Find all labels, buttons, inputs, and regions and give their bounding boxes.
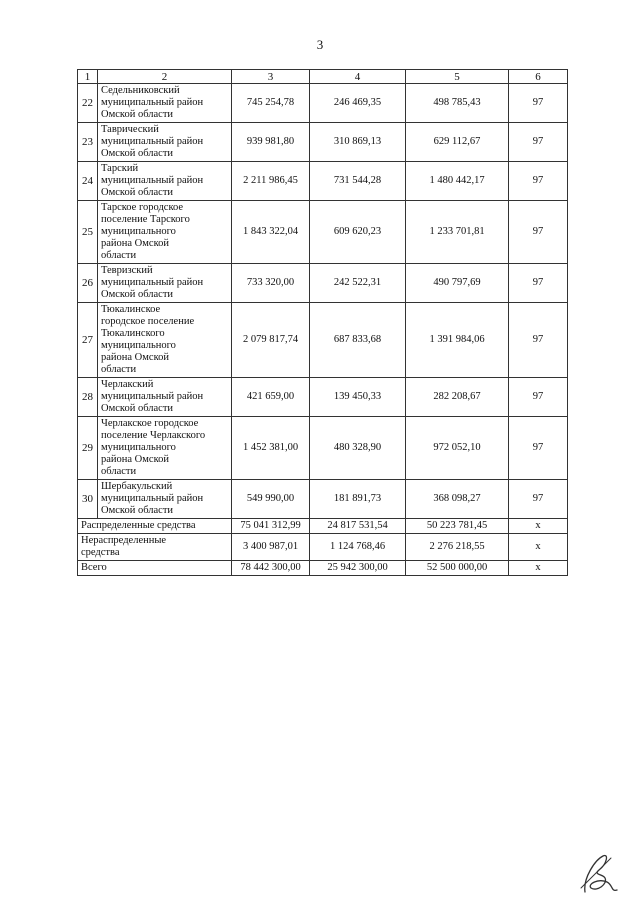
municipality-name-line: Черлакский: [101, 379, 154, 390]
header-cell: 6: [509, 70, 568, 84]
page-number: 3: [316, 37, 324, 52]
summary-label-line: средства: [81, 547, 120, 558]
value-col3: 2 211 986,45: [232, 162, 310, 201]
municipality-name-line: района Омской: [101, 352, 170, 363]
municipality-name-line: городское поселение: [101, 316, 195, 327]
row-number: 23: [78, 123, 98, 162]
value-col5: 1 391 984,06: [406, 303, 509, 378]
summary-col4: 25 942 300,00: [310, 561, 406, 576]
row-number: 22: [78, 84, 98, 123]
value-col4: 480 328,90: [310, 417, 406, 480]
value-col5: 972 052,10: [406, 417, 509, 480]
municipality-name-line: Таврический: [101, 124, 159, 135]
summary-row: [78, 561, 568, 576]
municipality-name-line: муниципальный район: [101, 493, 204, 504]
summary-col6: х: [509, 561, 568, 576]
row-number: 26: [78, 264, 98, 303]
value-col4: 246 469,35: [310, 84, 406, 123]
summary-col6: х: [509, 534, 568, 561]
value-col5: 1 233 701,81: [406, 201, 509, 264]
municipality-name-line: муниципальный район: [101, 391, 204, 402]
value-col5: 490 797,69: [406, 264, 509, 303]
municipality-name-line: муниципального: [101, 226, 176, 237]
municipality-name-line: муниципальный район: [101, 277, 204, 288]
municipality-name-line: Черлакское городское: [101, 418, 199, 429]
summary-label-line: Всего: [81, 562, 107, 573]
municipality-name-line: Тарское городское: [101, 202, 184, 213]
value-col3: 549 990,00: [232, 480, 310, 519]
table-row: [78, 264, 568, 303]
value-col4: 731 544,28: [310, 162, 406, 201]
municipality-name: [98, 264, 232, 303]
table-row: [78, 417, 568, 480]
municipality-name-line: Седельниковский: [101, 85, 180, 96]
municipality-name-line: Омской области: [101, 403, 174, 414]
municipality-name-line: Тюкалинское: [101, 304, 161, 315]
summary-label: [78, 534, 232, 561]
summary-col5: 52 500 000,00: [406, 561, 509, 576]
value-col6: 97: [509, 162, 568, 201]
summary-col5: 2 276 218,55: [406, 534, 509, 561]
municipality-name-line: области: [101, 466, 137, 477]
municipality-name-line: Тюкалинского: [101, 328, 165, 339]
value-col4: 242 522,31: [310, 264, 406, 303]
value-col6: 97: [509, 378, 568, 417]
header-cell: 3: [232, 70, 310, 84]
municipality-name: [98, 417, 232, 480]
table-body: [78, 70, 568, 576]
summary-col4: 24 817 531,54: [310, 519, 406, 534]
summary-label-line: Распределенные средства: [81, 520, 196, 531]
summary-label: [78, 561, 232, 576]
header-cell: 5: [406, 70, 509, 84]
table-row: [78, 201, 568, 264]
table-row: [78, 303, 568, 378]
value-col5: 1 480 442,17: [406, 162, 509, 201]
municipality-name-line: Омской области: [101, 109, 174, 120]
summary-label: [78, 519, 232, 534]
municipality-name-line: района Омской: [101, 238, 170, 249]
municipality-name-line: Омской области: [101, 187, 174, 198]
value-col4: 609 620,23: [310, 201, 406, 264]
header-cell: 4: [310, 70, 406, 84]
municipality-name-line: Шербакульский: [101, 481, 173, 492]
summary-row: [78, 534, 568, 561]
value-col6: 97: [509, 123, 568, 162]
value-col3: 1 843 322,04: [232, 201, 310, 264]
row-number: 30: [78, 480, 98, 519]
value-col4: 139 450,33: [310, 378, 406, 417]
value-col5: 498 785,43: [406, 84, 509, 123]
summary-col5: 50 223 781,45: [406, 519, 509, 534]
summary-col6: х: [509, 519, 568, 534]
value-col3: 733 320,00: [232, 264, 310, 303]
municipality-name-line: Тевризский: [101, 265, 153, 276]
value-col4: 310 869,13: [310, 123, 406, 162]
value-col6: 97: [509, 84, 568, 123]
municipality-name: [98, 162, 232, 201]
value-col3: 421 659,00: [232, 378, 310, 417]
summary-col3: 3 400 987,01: [232, 534, 310, 561]
municipality-name-line: Тарский: [101, 163, 139, 174]
row-number: 24: [78, 162, 98, 201]
row-number: 29: [78, 417, 98, 480]
value-col3: 1 452 381,00: [232, 417, 310, 480]
table-row: [78, 378, 568, 417]
summary-col4: 1 124 768,46: [310, 534, 406, 561]
value-col6: 97: [509, 264, 568, 303]
header-cell: 2: [98, 70, 232, 84]
municipality-name: [98, 123, 232, 162]
table-row: [78, 480, 568, 519]
value-col6: 97: [509, 480, 568, 519]
summary-col3: 75 041 312,99: [232, 519, 310, 534]
municipality-name: [98, 480, 232, 519]
allocation-table: [77, 69, 568, 576]
municipality-name-line: области: [101, 250, 137, 261]
municipality-name: [98, 378, 232, 417]
municipality-name-line: Омской области: [101, 148, 174, 159]
summary-label-line: Нераспределенные: [81, 535, 167, 546]
value-col4: 687 833,68: [310, 303, 406, 378]
municipality-name-line: муниципального: [101, 442, 176, 453]
value-col6: 97: [509, 303, 568, 378]
value-col6: 97: [509, 417, 568, 480]
value-col6: 97: [509, 201, 568, 264]
table-row: [78, 162, 568, 201]
value-col5: 629 112,67: [406, 123, 509, 162]
municipality-name-line: муниципальный район: [101, 136, 204, 147]
municipality-name-line: муниципального: [101, 340, 176, 351]
municipality-name-line: Омской области: [101, 289, 174, 300]
municipality-name-line: муниципальный район: [101, 175, 204, 186]
row-number: 27: [78, 303, 98, 378]
signature: [573, 848, 623, 898]
municipality-name-line: области: [101, 364, 137, 375]
summary-row: [78, 519, 568, 534]
municipality-name: [98, 303, 232, 378]
municipality-name-line: поселение Черлакского: [101, 430, 206, 441]
municipality-name: [98, 201, 232, 264]
value-col4: 181 891,73: [310, 480, 406, 519]
value-col5: 282 208,67: [406, 378, 509, 417]
value-col5: 368 098,27: [406, 480, 509, 519]
value-col3: 745 254,78: [232, 84, 310, 123]
value-col3: 2 079 817,74: [232, 303, 310, 378]
table-row: [78, 84, 568, 123]
row-number: 28: [78, 378, 98, 417]
municipality-name-line: поселение Тарского: [101, 214, 190, 225]
summary-col3: 78 442 300,00: [232, 561, 310, 576]
row-number: 25: [78, 201, 98, 264]
municipality-name-line: Омской области: [101, 505, 174, 516]
value-col3: 939 981,80: [232, 123, 310, 162]
municipality-name-line: района Омской: [101, 454, 170, 465]
table-row: [78, 123, 568, 162]
header-cell: 1: [78, 70, 98, 84]
municipality-name-line: муниципальный район: [101, 97, 204, 108]
municipality-name: [98, 84, 232, 123]
table-header-row: [78, 70, 568, 84]
